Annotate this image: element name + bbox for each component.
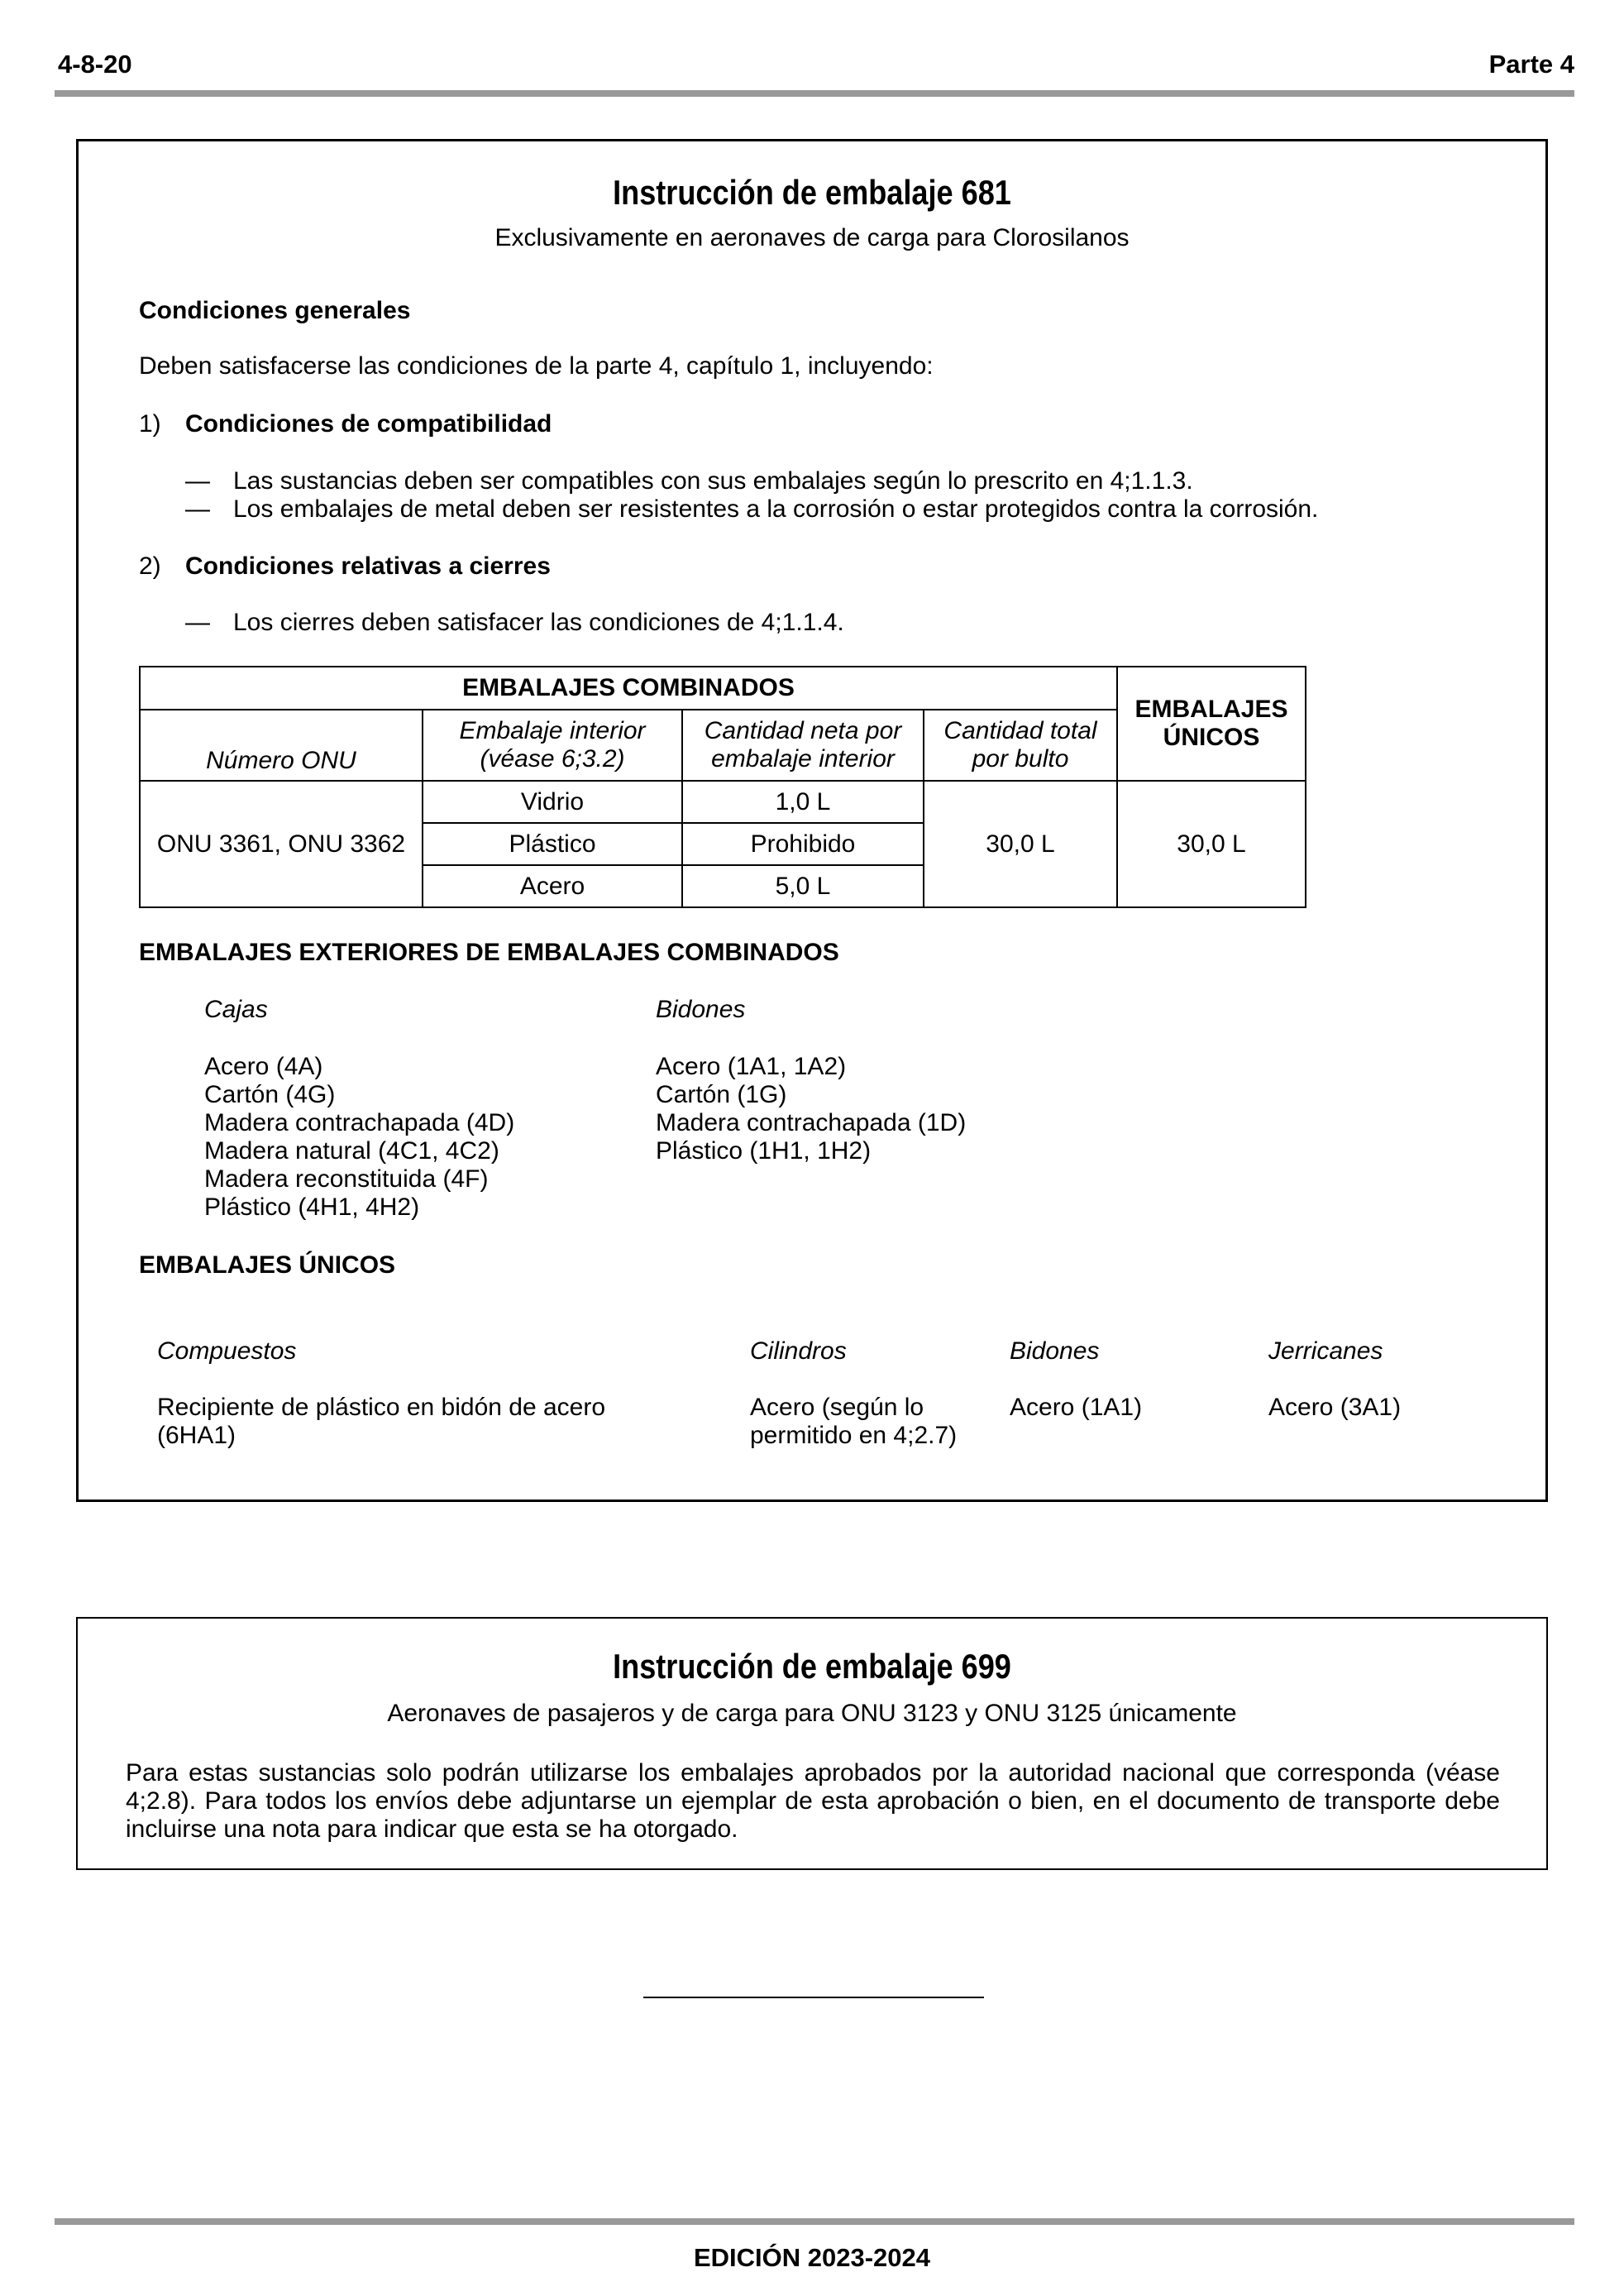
condition-1-item: Los embalajes de metal deben ser resistentes a la corrosión o estar protegidos contra la corrosión. bbox=[233, 495, 1319, 523]
packing-instruction-681 bbox=[76, 139, 1548, 1502]
dash: — bbox=[185, 609, 210, 636]
inner-packaging-header: Embalaje interior (véase 6;3.2) bbox=[423, 710, 682, 781]
general-conditions-intro: Deben satisfacerse las condiciones de la parte 4, capítulo 1, incluyendo: bbox=[139, 352, 934, 380]
pi681-title: Instrucción de embalaje 681 bbox=[613, 173, 1011, 212]
part-label: Parte 4 bbox=[1488, 50, 1574, 79]
boxes-label: Cajas bbox=[204, 996, 268, 1023]
drums-label: Bidones bbox=[656, 996, 746, 1023]
condition-2-item: Los cierres deben satisfacer las condiciones de 4;1.1.4. bbox=[233, 609, 844, 636]
jerricans-label: Jerricanes bbox=[1268, 1337, 1383, 1365]
pi699-subtitle: Aeronaves de pasajeros y de carga para ONU 3123 y ONU 3125 únicamente bbox=[387, 1700, 1237, 1727]
net-quantity-cell: 5,0 L bbox=[682, 865, 924, 907]
composites-list: Recipiente de plástico en bidón de acero (6HA1) bbox=[157, 1394, 606, 1449]
end-rule bbox=[643, 1997, 984, 1998]
cylinders-list: Acero (según lo permitido en 4;2.7) bbox=[750, 1394, 958, 1449]
single-packaging-cell: 30,0 L bbox=[1117, 781, 1306, 907]
pi699-paragraph: Para estas sustancias solo podrán utilizarse los embalajes aprobados por la autoridad nacional que corresponda (véase 4;2.8). Para todos los envíos debe adjuntarse un ejemplar de esta aprobación o bien, en el documento de transporte debe incluirse una nota para indicar que esta se ha otorgado. bbox=[126, 1759, 1500, 1843]
header-rule bbox=[55, 90, 1574, 97]
dash: — bbox=[185, 467, 210, 495]
net-quantity-cell: 1,0 L bbox=[682, 781, 924, 823]
single-drums-label: Bidones bbox=[1010, 1337, 1100, 1365]
condition-1-number: 1) bbox=[139, 410, 161, 438]
single-packagings-heading: EMBALAJES ÚNICOS bbox=[139, 1251, 396, 1279]
outer-packagings-heading: EMBALAJES EXTERIORES DE EMBALAJES COMBINADOS bbox=[139, 939, 839, 966]
net-quantity-cell: Prohibido bbox=[682, 823, 924, 865]
condition-1-title: Condiciones de compatibilidad bbox=[185, 410, 552, 438]
inner-packaging-cell: Plástico bbox=[423, 823, 682, 865]
net-quantity-header: Cantidad neta por embalaje interior bbox=[682, 710, 924, 781]
packing-instruction-699 bbox=[76, 1617, 1548, 1870]
total-quantity-cell: 30,0 L bbox=[924, 781, 1117, 907]
footer-rule bbox=[55, 2218, 1574, 2225]
composites-label: Compuestos bbox=[157, 1337, 297, 1365]
cylinders-label: Cilindros bbox=[750, 1337, 847, 1365]
table-row bbox=[140, 781, 1306, 823]
total-quantity-header: Cantidad total por bulto bbox=[924, 710, 1117, 781]
boxes-list: Acero (4A) Cartón (4G) Madera contrachapada (4D) Madera natural (4C1, 4C2) Madera reconstituida (4F) Plástico (4H1, 4H2) bbox=[204, 1053, 515, 1221]
jerricans-list: Acero (3A1) bbox=[1268, 1394, 1402, 1421]
single-drums-list: Acero (1A1) bbox=[1010, 1394, 1143, 1421]
page-reference: 4-8-20 bbox=[58, 50, 132, 79]
un-numbers-cell: ONU 3361, ONU 3362 bbox=[140, 781, 423, 907]
inner-packaging-cell: Vidrio bbox=[423, 781, 682, 823]
condition-2-title: Condiciones relativas a cierres bbox=[185, 552, 551, 580]
pi681-subtitle: Exclusivamente en aeronaves de carga para Clorosilanos bbox=[494, 224, 1130, 251]
general-conditions-heading: Condiciones generales bbox=[139, 297, 411, 324]
un-number-header: Número ONU bbox=[140, 710, 423, 781]
inner-packaging-cell: Acero bbox=[423, 865, 682, 907]
dash: — bbox=[185, 495, 210, 523]
single-packagings-header: EMBALAJES ÚNICOS bbox=[1117, 667, 1306, 781]
pi699-title: Instrucción de embalaje 699 bbox=[613, 1647, 1011, 1686]
packaging-table bbox=[139, 666, 1306, 908]
condition-2-number: 2) bbox=[139, 552, 161, 580]
drums-list: Acero (1A1, 1A2) Cartón (1G) Madera contrachapada (1D) Plástico (1H1, 1H2) bbox=[656, 1053, 967, 1165]
edition-footer: EDICIÓN 2023-2024 bbox=[693, 2243, 931, 2272]
combined-packagings-header: EMBALAJES COMBINADOS bbox=[140, 667, 1117, 710]
condition-1-item: Las sustancias deben ser compatibles con sus embalajes según lo prescrito en 4;1.1.3. bbox=[233, 467, 1193, 495]
